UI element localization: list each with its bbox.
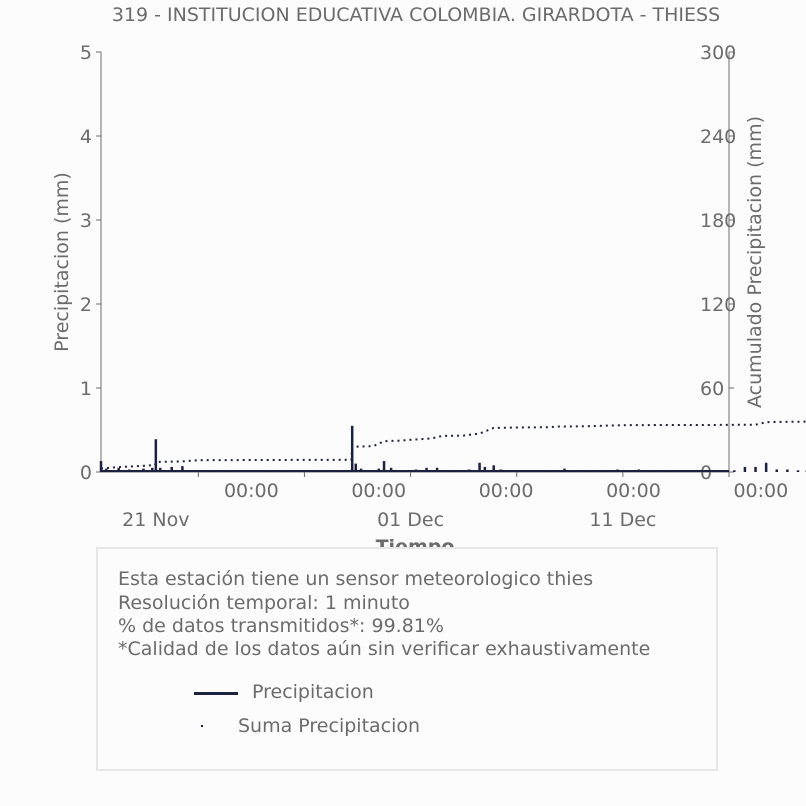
chart-title: 319 - INSTITUCION EDUCATIVA COLOMBIA. GIRARDOTA - THIESS [111, 4, 721, 26]
x-tick-label: 00:00 [478, 480, 534, 502]
y2-tick-label: 300 [700, 42, 737, 64]
info-resolution-text: Resolución temporal: 1 minuto [118, 592, 410, 614]
legend-label-suma: Suma Precipitacion [238, 715, 421, 737]
x-major-tick-label: 01 Dec [377, 509, 445, 531]
y-tick-label: 2 [79, 294, 92, 316]
legend-label-precipitacion: Precipitacion [252, 681, 374, 703]
y-tick-label: 5 [79, 42, 92, 64]
y2-tick-label: 240 [700, 126, 737, 148]
x-major-tick-label: 11 Dec [589, 509, 657, 531]
x-tick-label: 00:00 [351, 480, 407, 502]
legend-line-swatch [194, 692, 238, 695]
y2-tick-label: 60 [700, 378, 725, 400]
y-axis-label: Precipitacion (mm) [51, 172, 73, 352]
y-tick-label: 0 [79, 462, 92, 484]
x-major-tick-label: 21 Nov [122, 509, 190, 531]
x-tick-label: 00:00 [223, 480, 279, 502]
y-tick-label: 1 [79, 378, 92, 400]
x-tick-label: 00:00 [733, 480, 789, 502]
info-sensor-text: Esta estación tiene un sensor meteorologico thies [118, 568, 594, 590]
info-quality-note: *Calidad de los datos aún sin verificar exhaustivamente [118, 638, 651, 660]
y2-tick-label: 120 [700, 294, 737, 316]
x-tick-label: 00:00 [606, 480, 661, 502]
y-tick-label: 3 [79, 210, 92, 232]
info-box [96, 547, 718, 771]
info-transmitted-text: % de datos transmitidos*: 99.81% [118, 615, 444, 637]
y2-axis-label: Acumulado Precipitacion (mm) [744, 116, 766, 408]
y-tick-label: 4 [79, 126, 92, 148]
axes [80, 42, 788, 531]
legend-dot-swatch [201, 725, 203, 727]
y2-tick-label: 0 [700, 462, 713, 484]
y2-tick-label: 180 [700, 210, 737, 232]
